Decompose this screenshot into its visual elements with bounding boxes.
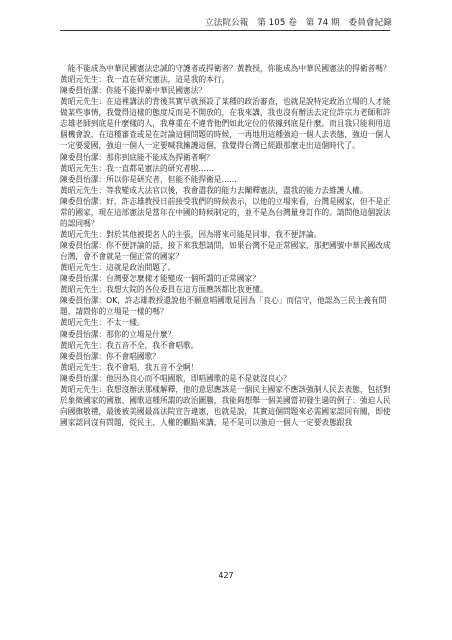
speech-text: 所以你是研究者，但能不能捍衛是…… <box>106 174 237 184</box>
speech-text: 等我變成大法官以後，我會盡我的能力去闡釋憲法，盡我的能力去維護人權。 <box>106 185 368 195</box>
speaker-name: 黃昭元先生： <box>60 229 107 239</box>
speech-text: 好，許志雄教授日前接受我們的時候表示，以他的立場來看，台灣是國家，但不是正常的國家，現在這部憲法是當年在中國的時候制定的，並不是為台灣量身訂作的。請問他這個說法的認同嗎？ <box>60 196 391 228</box>
speech-text: 那你的立場是什麼？ <box>106 329 176 339</box>
speech-text: 我五音不全，我不會唱歌。 <box>106 340 199 350</box>
transcript-paragraph <box>60 362 395 373</box>
transcript-paragraph <box>60 262 395 273</box>
speech-text: 你能不能捍衛中華民國憲法？ <box>106 86 207 96</box>
transcript-paragraph <box>60 185 395 196</box>
transcript-paragraph <box>60 295 395 317</box>
transcript-paragraph <box>60 273 395 284</box>
speaker-name: 黃昭元先生： <box>60 75 107 85</box>
speaker-name: 陳委員怡潔： <box>60 373 107 383</box>
transcript-paragraph <box>60 229 395 240</box>
speech-text: 不太一樣。 <box>106 318 145 328</box>
speaker-name: 陳委員怡潔： <box>60 241 107 250</box>
transcript-paragraph <box>60 373 395 384</box>
speaker-name: 陳委員怡潔： <box>60 86 107 96</box>
transcript-paragraph <box>60 340 395 351</box>
page-number: 427 <box>218 571 234 580</box>
transcript-body <box>60 63 395 428</box>
speech-text: 在這裡講法的背後其實早就預設了某種的政治審查，也就是說特定政治立場的人才能做某些事情，我覺得這樣的態度反而是不開放的，在我來講，我也沒有辦法去定位許宗力老師和許志雄老師到底是什麼樣的人，我尊重在不違背他們如此定位的依據到底是什麼。而且我只能利用這個機會說，在這種審查或是在討論這個問題的時候，一再地用這種強迫一個人去表態，強迫一個人一定要愛國，強迫一個人一定要喊我擁護這個，我覺得台灣已經跟那麼走出這個時代了。 <box>60 97 391 151</box>
speaker-name: 黃昭元先生： <box>60 384 107 394</box>
transcript-paragraph <box>60 240 395 262</box>
speech-text: 我想大院的各位委員在這方面應該都比我更懂。 <box>106 285 268 295</box>
speaker-name: 陳委員怡潔： <box>60 329 107 339</box>
speech-text: 我不會唱，我五音不全啊！ <box>106 362 199 372</box>
speaker-name: 陳委員怡潔： <box>60 152 107 162</box>
transcript-paragraph <box>60 96 395 151</box>
transcript-paragraph <box>60 196 395 229</box>
speech-text: 台灣要怎麼樣才能變成一個所謂的正常國家？ <box>106 274 260 284</box>
page-header: 立法院公報 第 105 卷 第 74 期 委員會紀錄 <box>205 18 392 28</box>
transcript-paragraph <box>60 317 395 328</box>
transcript-paragraph <box>60 163 395 174</box>
transcript-paragraph <box>60 384 395 428</box>
speech-text: 對於其他被提名人的主張，因為將來可能是同事，我不便評論。 <box>106 229 322 239</box>
speech-text: 我想沒辦法那樣解釋，他的意思應該是一個民主國家不應該強制人民去表態，包括對於象徵國家的國旗、國歌這種所謂的政治圖騰，我能夠想舉一個美國當初發生過的例子：強迫人民向國旗敬禮，最後被美國最高法院宣告違憲，也就是說，其實這個問題來必需國家認同有關，即使國家認同沒有問題，從民主、人權的觀點來講，是不是可以強迫一個人一定要表態跟我 <box>60 384 391 427</box>
speech-text: 我一直都是憲法的研究者啦…… <box>106 163 214 173</box>
transcript-paragraph <box>60 174 395 185</box>
speaker-name: 黃昭元先生： <box>60 362 107 372</box>
speaker-name: 陳委員怡潔： <box>60 196 107 206</box>
transcript-paragraph <box>60 152 395 163</box>
speaker-name: 陳委員怡潔： <box>60 351 107 361</box>
speech-text: 你不會唱國歌？ <box>106 351 160 361</box>
transcript-paragraph <box>60 74 395 85</box>
speaker-name: 黃昭元先生： <box>60 97 107 107</box>
speech-text: 那你到底能不能成為捍衛者啊？ <box>106 152 214 162</box>
transcript-paragraph <box>60 63 395 74</box>
speech-text: OK，許志雄教授還說他不願意唱國歌是因為「良心」而信守，他認為三民主義有問題，請問你的立場是一樣的嗎？ <box>60 296 387 317</box>
speaker-name: 黃昭元先生： <box>60 318 107 328</box>
speaker-name: 黃昭元先生： <box>60 185 107 195</box>
speaker-name: 陳委員怡潔： <box>60 274 107 284</box>
speaker-name: 黃昭元先生： <box>60 285 107 295</box>
speech-text: 這就是政治問題了。 <box>106 263 176 273</box>
speaker-name: 黃昭元先生： <box>60 263 107 273</box>
speaker-name: 黃昭元先生： <box>60 163 107 173</box>
speaker-name: 黃昭元先生： <box>60 340 107 350</box>
speech-text: 我一直在研究憲法，這是我的本行。 <box>106 75 230 85</box>
speech-text: 能不能成為中華民國憲法忠誠的守護者或捍衛者？黃教授，你能成為中華民國憲法的捍衛者嗎？ <box>60 64 391 73</box>
speaker-name: 陳委員怡潔： <box>60 174 107 184</box>
transcript-paragraph <box>60 329 395 340</box>
speech-text: 你不便評論的話，接下來我想請問，如果台灣不是正常國家，那把國號中華民國改成台灣，會不會就是一個正常的國家？ <box>60 241 391 262</box>
transcript-paragraph <box>60 85 395 96</box>
header-rule <box>60 30 390 31</box>
speech-text: 他因為良心而不唱國歌，即唱國歌的是不是就沒良心？ <box>106 373 291 383</box>
speaker-name: 陳委員怡潔： <box>60 296 107 306</box>
transcript-paragraph <box>60 351 395 362</box>
transcript-paragraph <box>60 284 395 295</box>
